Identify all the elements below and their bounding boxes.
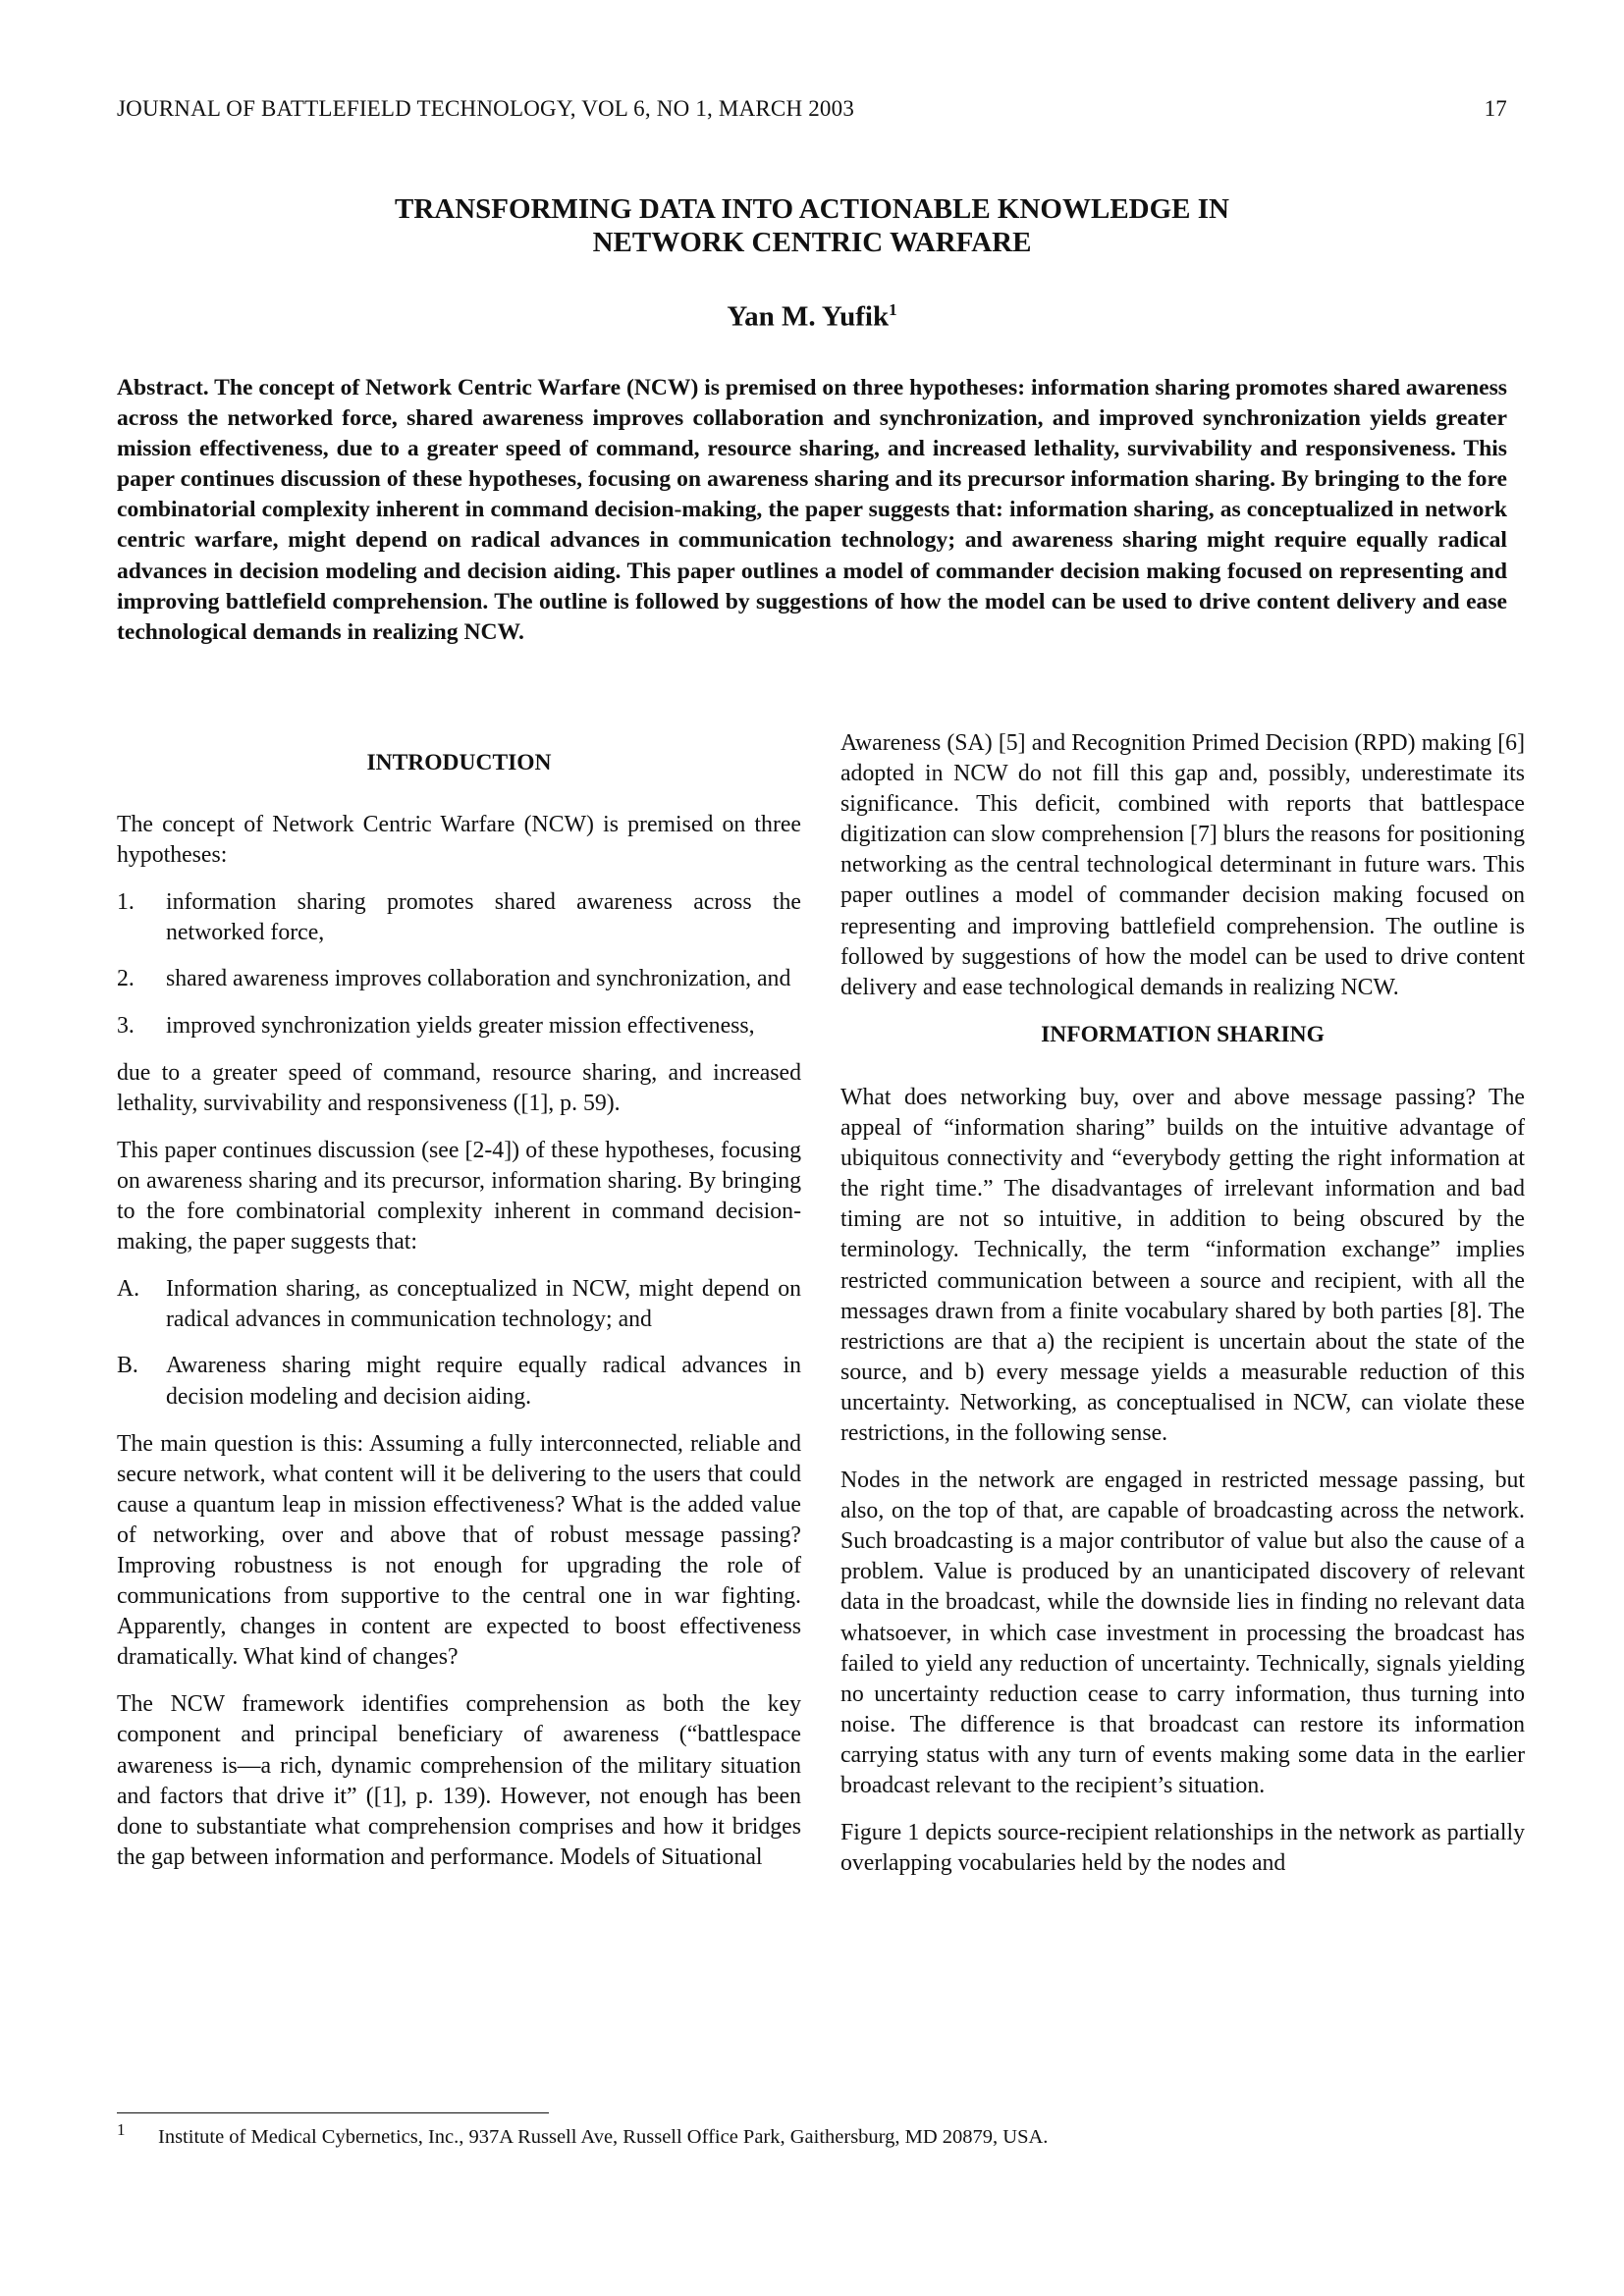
abstract: Abstract. The concept of Network Centric Warfare (NCW) is premised on three hypotheses: information sharing promotes shared awareness across the networked force, shared awareness improves collaboration and synchronization, and improved synchronization yields greater mission effectiveness, due to a greater speed of command, resource sharing, and increased lethality, survivability and responsiveness. This paper continues discussion of these hypotheses, focusing on awareness sharing and its precursor information sharing. By bringing to the fore combinatorial complexity inherent in command decision-making, the paper suggests that: information sharing, as conceptualized in network centric warfare, might depend on radical advances in communication technology; and awareness sharing might require equally radical advances in decision modeling and decision aiding. This paper outlines a model of commander decision making focused on representing and improving battlefield comprehension. The outline is followed by suggestions of how the model can be used to drive content delivery and ease technological demands in realizing NCW. — [117, 375, 1507, 645]
list-item-text: information sharing promotes shared awareness across the networked force, — [166, 889, 801, 946]
paragraph: Awareness (SA) [5] and Recognition Primed Decision (RPD) making [6] adopted in NCW do not fill this gap and, possibly, underestimate its significance. This deficit, combined with reports that battlespace digitization can slow comprehension [7] blurs the reasons for positioning networking as the central technological determinant in future wars. This paper outlines a model of commander decision making focused on representing and improving battlefield comprehension. The outline is followed by suggestions of how the model can be used to drive content delivery and ease technological demands in realizing NCW. — [840, 730, 1525, 1000]
hypotheses-list — [117, 887, 801, 1041]
list-item — [117, 1274, 801, 1335]
list-item — [117, 887, 801, 948]
list-marker: A. — [117, 1276, 140, 1303]
journal-citation: JOURNAL OF BATTLEFIELD TECHNOLOGY, VOL 6, NO 1, MARCH 2003 — [117, 96, 855, 121]
footnote-rule — [117, 2112, 549, 2113]
list-item — [117, 1011, 801, 1041]
section-heading-information-sharing: INFORMATION SHARING — [1041, 1021, 1325, 1047]
title-line-2: NETWORK CENTRIC WARFARE — [592, 227, 1032, 258]
author-name: Yan M. Yufik — [727, 300, 890, 333]
list-marker: 1. — [117, 889, 135, 916]
list-item — [117, 964, 801, 994]
paragraph: The NCW framework identifies comprehension as both the key component and principal beneficiary of awareness (“battlespace awareness is—a rich, dynamic comprehension of the military situation and factors that drive it” ([1], p. 139). However, not enough has been done to substantiate what comprehension comprises and how it bridges the gap between information and performance. Models of Situational — [117, 1691, 801, 1870]
left-column — [117, 728, 801, 1890]
page-number: 17 — [1484, 96, 1507, 121]
paragraph: The concept of Network Centric Warfare (NCW) is premised on three hypotheses: — [117, 812, 801, 869]
paragraph: due to a greater speed of command, resource sharing, and increased lethality, survivability and responsiveness ([1], p. 59). — [117, 1059, 801, 1116]
list-item-text: Awareness sharing might require equally radical advances in decision modeling and decision aiding. — [166, 1353, 801, 1410]
list-marker: B. — [117, 1353, 138, 1379]
paragraph: This paper continues discussion (see [2-4]) of these hypotheses, focusing on awareness sharing and its precursor, information sharing. By bringing to the fore combinatorial complexity inherent in command decision-making, the paper suggests that: — [117, 1137, 801, 1255]
list-marker: 2. — [117, 966, 135, 992]
paper-title — [117, 192, 1507, 259]
footnote-text: Institute of Medical Cybernetics, Inc., 937A Russell Ave, Russell Office Park, Gaithersburg, MD 20879, USA. — [158, 2126, 1049, 2148]
paragraph: Nodes in the network are engaged in restricted message passing, but also, on the top of that, are capable of broadcasting across the network. Such broadcasting is a major contributor of value but also the cause of a problem. Value is produced by an unanticipated discovery of relevant data in the broadcast, while the downside lies in finding no relevant data whatsoever, in which case investment in processing the broadcast has failed to yield any reduction of uncertainty. Technically, signals yielding no uncertainty reduction cease to carry information, thus turning into noise. The difference is that broadcast can restore its information carrying status with any turn of events making some data in the earlier broadcast relevant to the recipient’s situation. — [840, 1468, 1525, 1798]
list-item-text: improved synchronization yields greater mission effectiveness, — [166, 1012, 755, 1039]
list-item — [117, 1351, 801, 1412]
right-column — [840, 728, 1525, 1896]
footnote-mark: 1 — [117, 2120, 126, 2139]
author-line — [117, 300, 1507, 334]
paragraph: What does networking buy, over and above message passing? The appeal of “information sharing” builds on the intuitive advantage of ubiquitous connectivity and “everybody getting the right information at the right time.” The disadvantages of irrelevant information and bad timing are not so intuitive, in addition to being obscured by the terminology. Technically, the term “information exchange” implies restricted communication between a source and recipient, with all the messages drawn from a finite vocabulary shared by both parties [8]. The restrictions are that a) the recipient is uncertain about the state of the source, and b) every message yields a measurable reduction of this uncertainty. Networking, as conceptualised in NCW, can violate these restrictions, in the following sense. — [840, 1084, 1525, 1446]
section-heading-introduction: INTRODUCTION — [366, 750, 552, 775]
affiliation-mark: 1 — [889, 300, 897, 319]
title-line-1: TRANSFORMING DATA INTO ACTIONABLE KNOWLEDGE IN — [395, 193, 1229, 225]
list-item-text: Information sharing, as conceptualized in NCW, might depend on radical advances in communication technology; and — [166, 1276, 801, 1333]
paragraph: The main question is this: Assuming a fully interconnected, reliable and secure network, what content will it be delivering to the users that could cause a quantum leap in mission effectiveness? What is the added value of networking, over and above that of robust message passing? Improving robustness is not enough for upgrading the role of communications from supportive to the central one in war fighting. Apparently, changes in content are expected to boost effectiveness dramatically. What kind of changes? — [117, 1430, 801, 1671]
list-marker: 3. — [117, 1012, 135, 1039]
suggestions-list — [117, 1274, 801, 1412]
list-item-text: shared awareness improves collaboration and synchronization, and — [166, 966, 791, 992]
paragraph: Figure 1 depicts source-recipient relationships in the network as partially overlapping vocabularies held by the nodes and — [840, 1820, 1525, 1877]
